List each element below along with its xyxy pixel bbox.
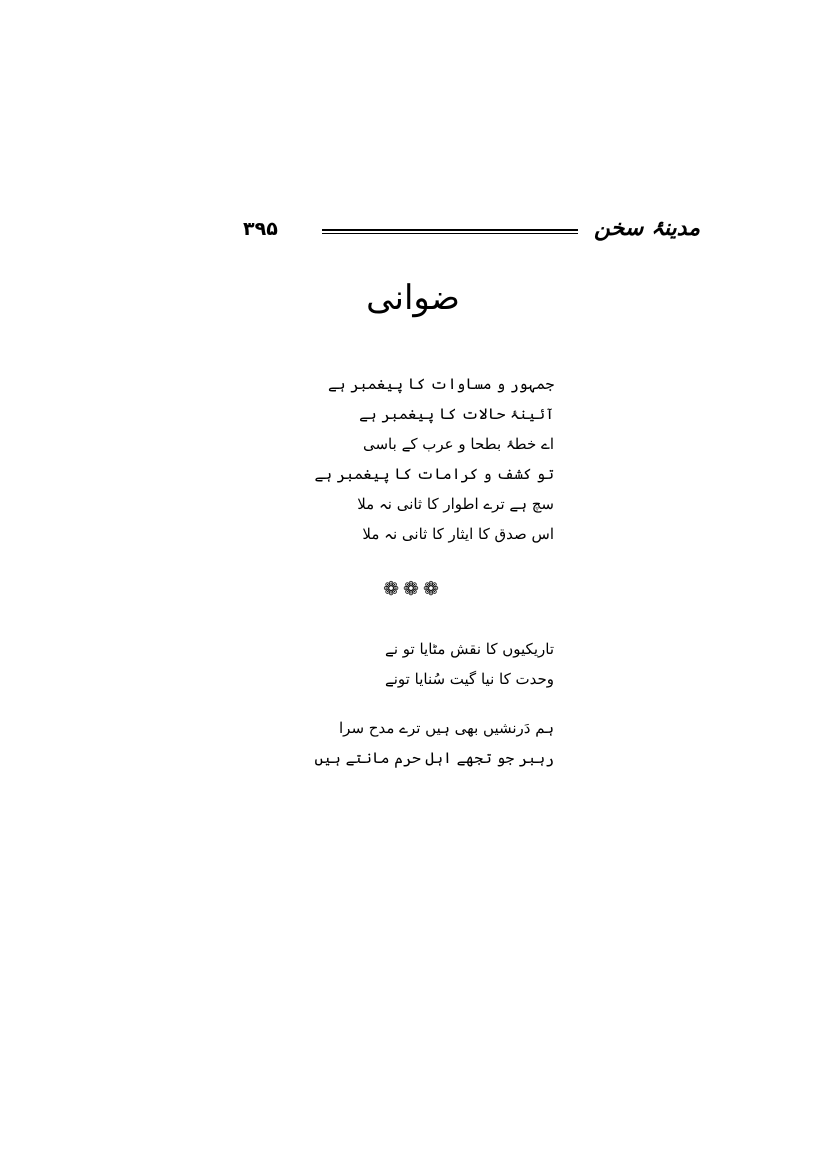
page-number: ۳۹۵ [243, 218, 278, 240]
header-rule-thick [322, 229, 578, 231]
verse-line: رہبر جو تجھے اہل حرم مانتے ہیں [314, 749, 554, 767]
verse-line: تو کشف و کرامات کا پیغمبر ہے [314, 465, 554, 483]
stanza-3 [314, 713, 554, 773]
verse-line: ہم دَرنشیں بھی ہیں ترے مدح سرا [339, 719, 554, 737]
header-rule-thin [322, 233, 578, 234]
book-title: مدینۂ سخن [593, 215, 700, 241]
stanza-2 [385, 634, 554, 694]
verse-line: سچ ہے ترے اطوار کا ثانی نہ ملا [357, 495, 554, 513]
stanza-1 [314, 369, 554, 549]
verse-line: وحدت کا نیا گیت سُنایا تونے [384, 670, 554, 688]
ornament-divider: ❁❁❁ [383, 578, 443, 600]
verse-line: اے خطۂ بطحا و عرب کے باسی [362, 435, 554, 453]
verse-line: آئینۂ حالات کا پیغمبر ہے [359, 405, 554, 423]
verse-line: اس صدق کا ایثار کا ثانی نہ ملا [362, 525, 554, 543]
poem-title: ضوانی [366, 278, 460, 318]
verse-line: جمہور و مساوات کا پیغمبر ہے [328, 375, 554, 393]
header-rule [322, 229, 578, 235]
verse-line: تاریکیوں کا نقش مٹایا تو نے [385, 640, 554, 658]
